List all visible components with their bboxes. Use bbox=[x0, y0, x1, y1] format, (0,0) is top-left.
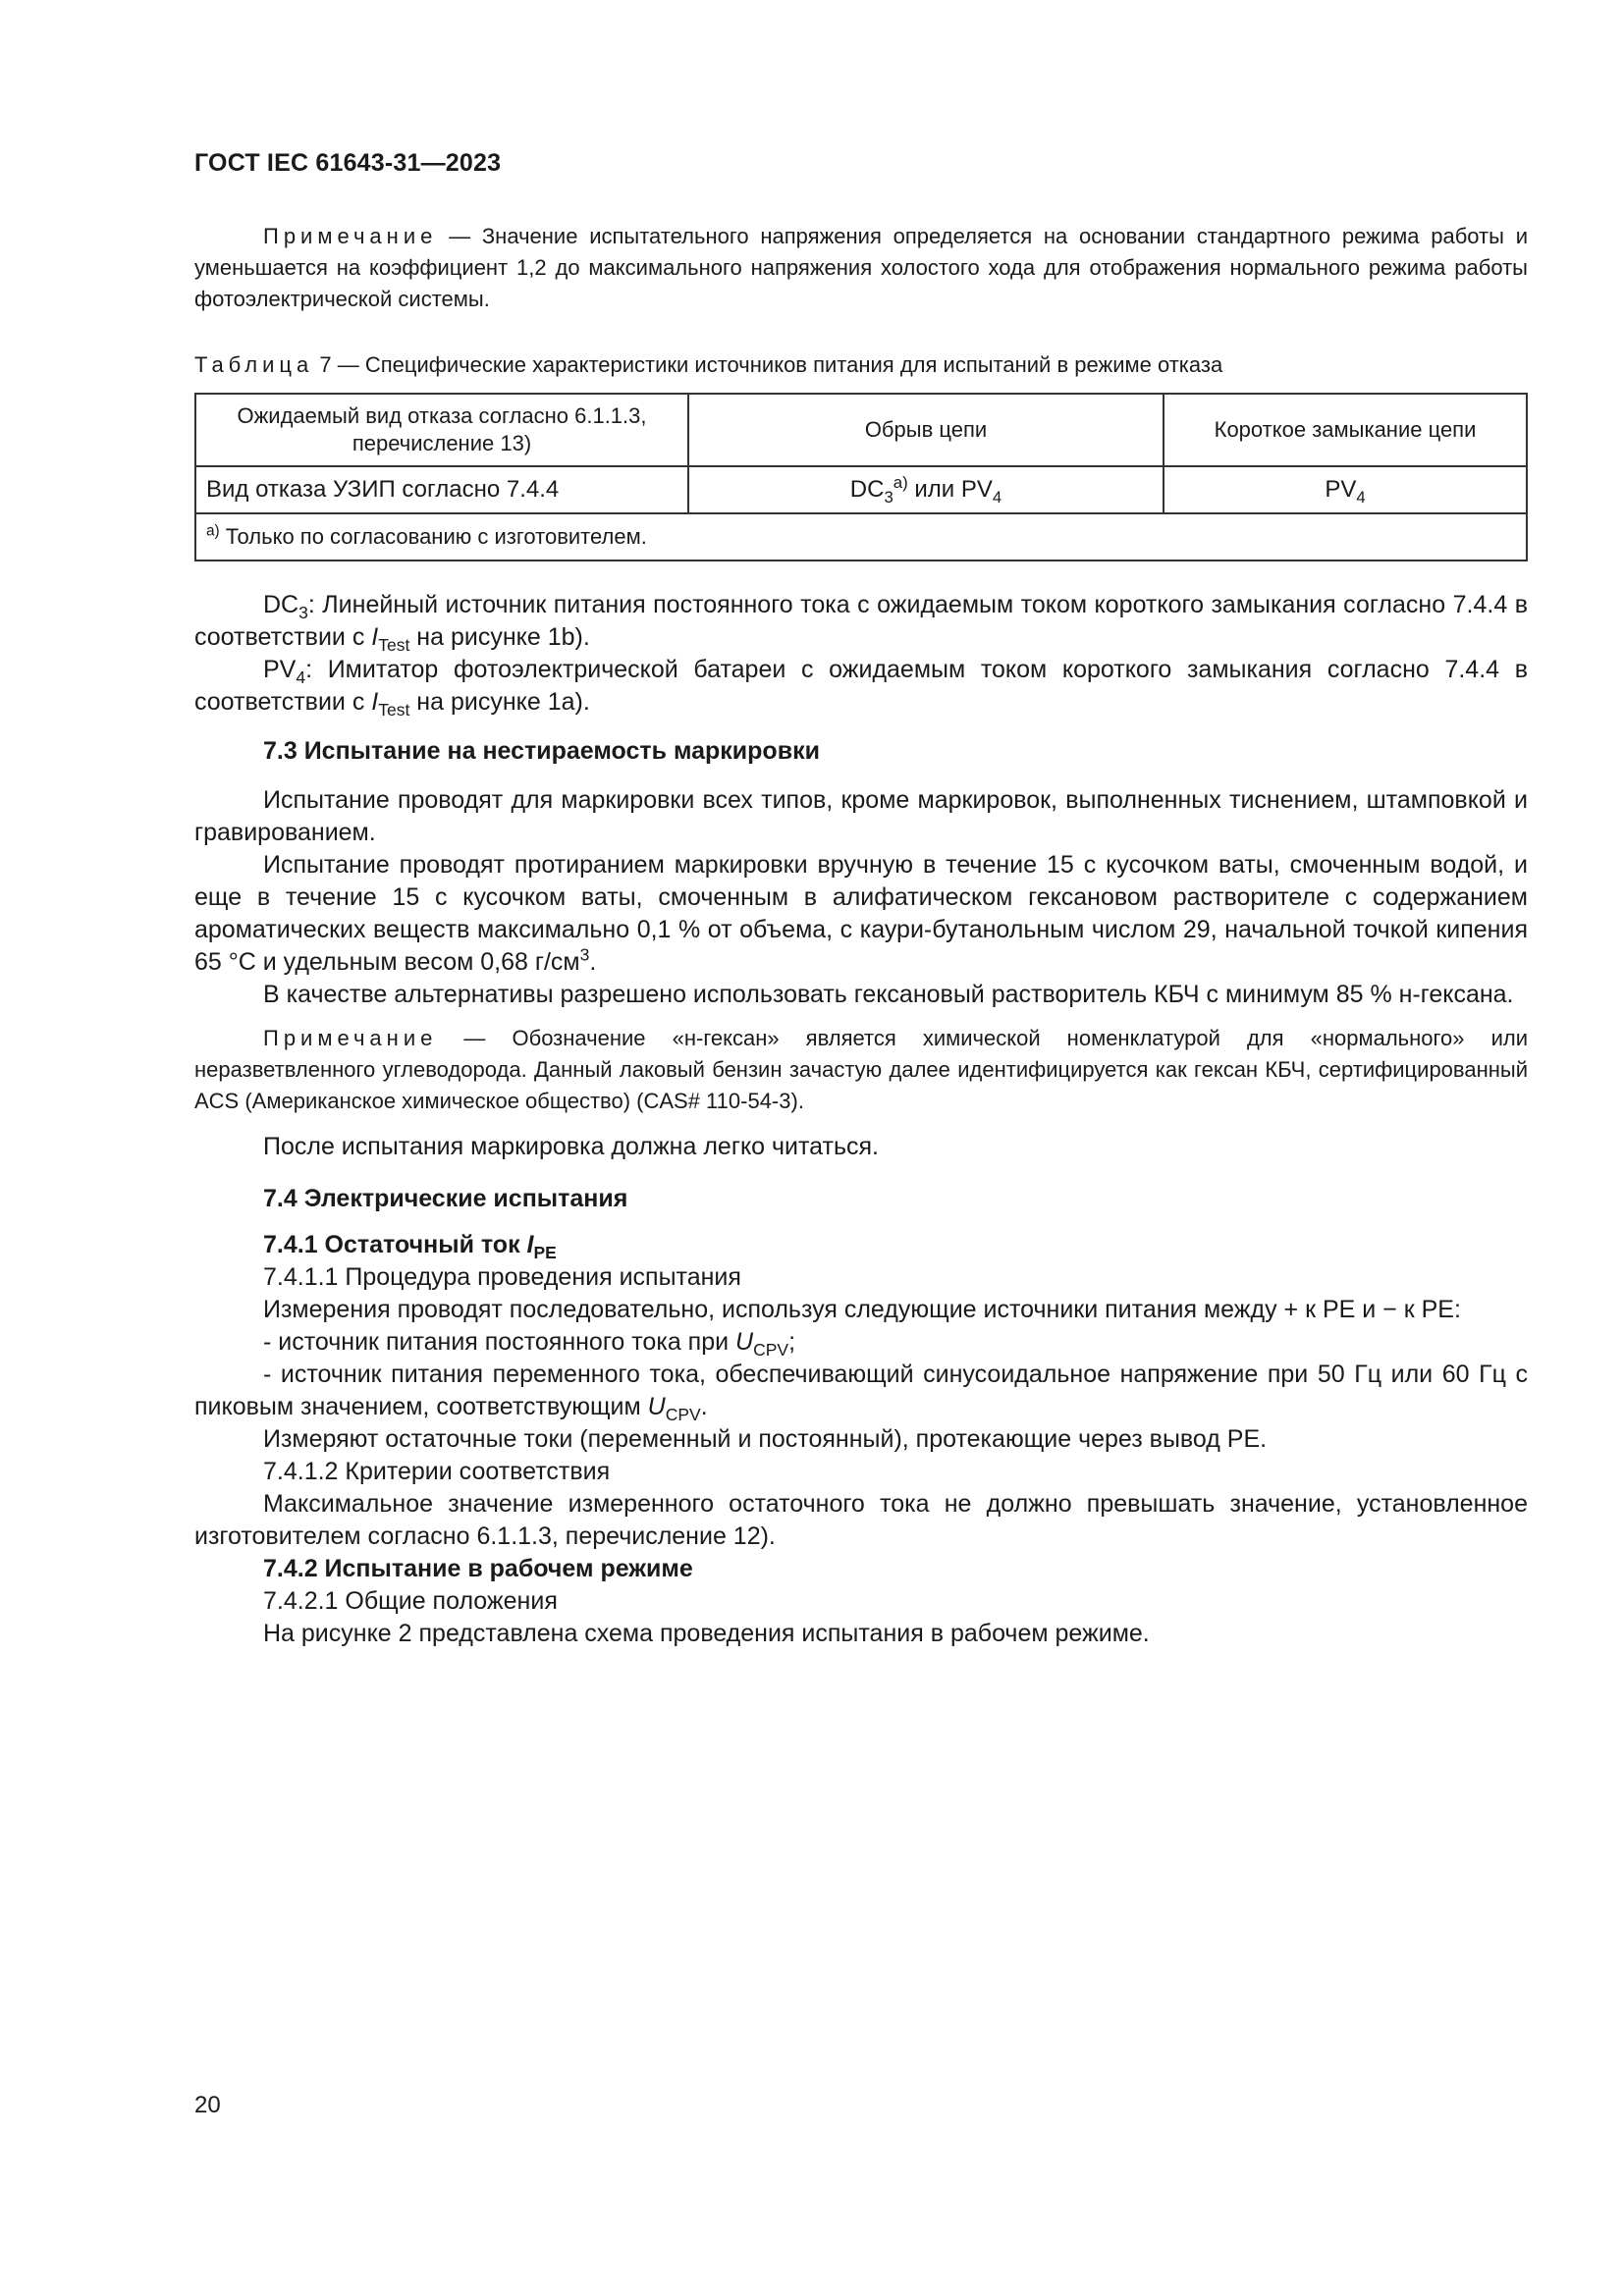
table-footnote-row bbox=[195, 513, 1527, 561]
pv-symbol: PV bbox=[263, 656, 297, 683]
voltage-symbol: U bbox=[647, 1393, 666, 1420]
section-7-4-heading: 7.4 Электрические испытания bbox=[263, 1185, 628, 1212]
voltage-symbol: U bbox=[735, 1328, 754, 1356]
pv-subscript: 4 bbox=[296, 667, 306, 688]
definition-text: на рисунке 1b). bbox=[409, 623, 590, 651]
list-item-text: ; bbox=[788, 1328, 796, 1356]
paragraph: Измерения проводят последовательно, используя следующие источники питания между + к РЕ и − к РЕ: bbox=[263, 1296, 1461, 1323]
table-cell-open-circuit bbox=[688, 466, 1164, 513]
subsection-7-4-2-1-heading: 7.4.2.1 Общие положения bbox=[263, 1587, 558, 1615]
table-cell-failure-mode: Вид отказа УЗИП согласно 7.4.4 bbox=[195, 466, 688, 513]
definition-text: : Линейный источник питания постоянного тока с ожидаемым током короткого замыкания согласно 7.4.4 в соответствии с bbox=[194, 591, 1528, 651]
section-7-4-2-heading: 7.4.2 Испытание в рабочем режиме bbox=[263, 1555, 693, 1582]
table-header-row bbox=[195, 394, 1527, 466]
current-symbol: I bbox=[371, 623, 379, 651]
footnote-ref: a) bbox=[893, 472, 908, 492]
page-number: 20 bbox=[194, 2092, 221, 2118]
current-subscript: Test bbox=[378, 635, 410, 656]
dc-symbol: DC bbox=[263, 591, 299, 618]
table-caption-label: Таблица bbox=[194, 352, 314, 377]
definition-text: на рисунке 1a). bbox=[409, 688, 590, 716]
table-footnote bbox=[195, 513, 1527, 561]
list-item bbox=[194, 1326, 1528, 1359]
definition-dc3 bbox=[194, 589, 1528, 654]
subsection-7-4-1-1-heading: 7.4.1.1 Процедура проведения испытания bbox=[263, 1263, 741, 1291]
paragraph: Измеряют остаточные токи (переменный и постоянный), протекающие через вывод РЕ. bbox=[263, 1425, 1268, 1453]
voltage-subscript: CPV bbox=[665, 1405, 701, 1425]
table-caption-text: 7 — Специфические характеристики источников питания для испытаний в режиме отказа bbox=[313, 352, 1223, 377]
table-header-cell-short-circuit: Короткое замыкание цепи bbox=[1164, 394, 1527, 466]
table-cell-short-circuit bbox=[1164, 466, 1527, 513]
pv-symbol: PV bbox=[1325, 476, 1357, 503]
table-row bbox=[195, 466, 1527, 513]
pv-subscript: 4 bbox=[1356, 487, 1366, 507]
list-item-text: - источник питания постоянного тока при bbox=[263, 1328, 736, 1356]
paragraph: После испытания маркировка должна легко читаться. bbox=[263, 1133, 879, 1160]
list-item-text: - источник питания переменного тока, обеспечивающий синусоидальное напряжение при 50 Гц или 60 Гц с пиковым значением, соответствующим bbox=[194, 1361, 1528, 1420]
section-7-3-heading: 7.3 Испытание на нестираемость маркировки bbox=[263, 737, 820, 765]
section-7-4-1-heading bbox=[194, 1229, 1528, 1261]
paragraph: На рисунке 2 представлена схема проведения испытания в рабочем режиме. bbox=[263, 1620, 1150, 1647]
dc-subscript: 3 bbox=[298, 603, 308, 623]
definition-pv4 bbox=[194, 654, 1528, 719]
current-subscript: Test bbox=[378, 700, 410, 721]
current-subscript: PE bbox=[533, 1243, 557, 1263]
paragraph-text: . bbox=[589, 948, 597, 976]
heading-text: 7.4.1 Остаточный ток bbox=[263, 1231, 527, 1258]
paragraph-text: Испытание проводят протиранием маркировки вручную в течение 15 с кусочком ваты, смоченным водой, и еще в течение 15 с кусочком ваты, смоченным в алифатическом гексановом растворителе с содержанием ароматических веществ максимально 0,1 % от объема, с каури-бутанольным числом 29, начальной точкой кипения 65 °С и удельным весом 0,68 г/см bbox=[194, 851, 1528, 976]
note-text: — Значение испытательного напряжения определяется на основании стандартного режима работы и уменьшается на коэффициент 1,2 до максимального напряжения холостого хода для отображения нормального режима работы фотоэлектрической системы. bbox=[194, 224, 1528, 311]
paragraph bbox=[194, 849, 1528, 979]
paragraph: Максимальное значение измеренного остаточного тока не должно превышать значение, установленное изготовителем согласно 6.1.1.3, перечисление 12). bbox=[194, 1490, 1528, 1550]
list-item-text: . bbox=[700, 1393, 708, 1420]
dc-subscript: 3 bbox=[884, 487, 893, 507]
list-item bbox=[194, 1359, 1528, 1423]
note-paragraph bbox=[194, 1023, 1528, 1117]
note-text: — Обозначение «н-гексан» является химической номенклатурой для «нормального» или неразветвленного углеводорода. Данный лаковый бензин зачастую далее идентифицируется как гексан КБЧ, сертифицированный ACS (Американское химическое общество) (CAS# 110-54-3). bbox=[194, 1026, 1528, 1113]
paragraph: В качестве альтернативы разрешено использовать гексановый растворитель КБЧ с минимум 85 % н-гексана. bbox=[263, 981, 1514, 1008]
dc-symbol: DC bbox=[849, 476, 885, 503]
current-symbol: I bbox=[526, 1231, 534, 1258]
table-7 bbox=[194, 393, 1528, 561]
voltage-subscript: CPV bbox=[753, 1340, 789, 1361]
paragraph: Испытание проводят для маркировки всех типов, кроме маркировок, выполненных тиснением, штамповкой и гравированием. bbox=[194, 786, 1528, 846]
table-header-cell-failure-mode: Ожидаемый вид отказа согласно 6.1.1.3, перечисление 13) bbox=[195, 394, 688, 466]
pv-symbol: или PV bbox=[907, 476, 993, 503]
footnote-mark: a) bbox=[206, 522, 220, 540]
document-header: ГОСТ IEC 61643-31—2023 bbox=[194, 149, 502, 177]
definition-text: : Имитатор фотоэлектрической батареи с ожидаемым током короткого замыкания согласно 7.4.4 в соответствии с bbox=[194, 656, 1528, 716]
note-label: Примечание bbox=[263, 224, 438, 248]
table-header-cell-open-circuit: Обрыв цепи bbox=[688, 394, 1164, 466]
pv-subscript: 4 bbox=[992, 487, 1002, 507]
note-paragraph bbox=[194, 221, 1528, 315]
current-symbol: I bbox=[371, 688, 379, 716]
subsection-7-4-1-2-heading: 7.4.1.2 Критерии соответствия bbox=[263, 1458, 611, 1485]
note-label: Примечание bbox=[263, 1026, 438, 1050]
superscript: 3 bbox=[579, 944, 590, 965]
main-body bbox=[194, 589, 1528, 1650]
footnote-text: Только по согласованию с изготовителем. bbox=[219, 524, 647, 549]
table-caption bbox=[194, 349, 1528, 381]
